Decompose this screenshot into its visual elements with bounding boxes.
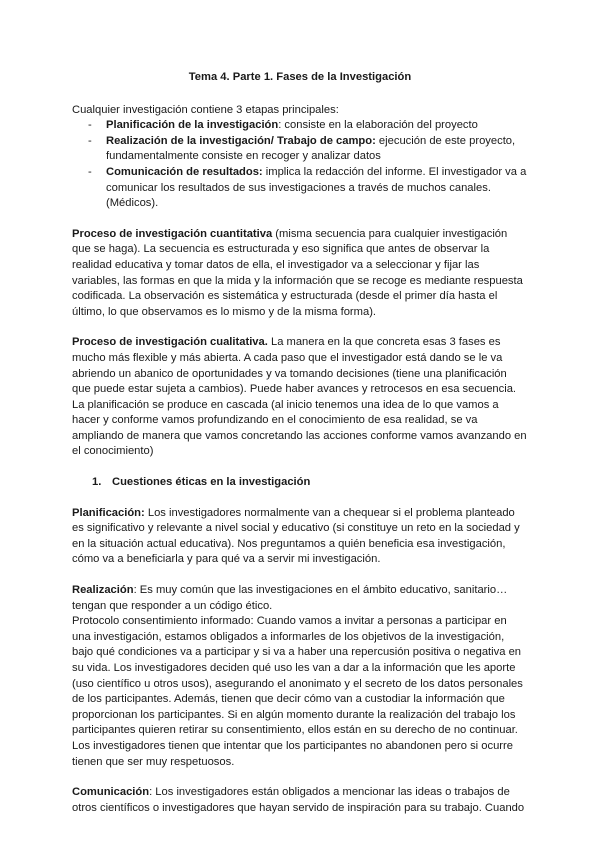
stage-text: : consiste en la elaboración del proyecto xyxy=(278,119,478,132)
stage-text: ejecución de este proyecto, fundamentalmente consiste en recoger y analizar datos xyxy=(106,134,516,163)
realization-label: Realización xyxy=(72,584,134,597)
qualitative-label: Proceso de investigación cualitativa. xyxy=(72,336,268,349)
stage-label: Planificación de la investigación xyxy=(106,119,279,132)
quantitative-label: Proceso de investigación cuantitativa xyxy=(72,227,273,240)
section-heading xyxy=(72,475,528,491)
list-item xyxy=(88,118,528,134)
communication-text: : Los investigadores están obligados a mencionar las ideas o trabajos de otros científicos o investigadores que hayan servido de inspiración para su trabajo. Cuando xyxy=(72,786,525,814)
planning-paragraph xyxy=(72,506,528,568)
communication-label: Comunicación xyxy=(72,786,150,799)
section-number: 1. xyxy=(92,476,102,489)
quantitative-text: (misma secuencia para cualquier investigación que se haga). La secuencia es estructurada y eso significa que antes de observar la realidad educativa y tomar datos de ella, el investigador va a seleccionar y fijar las variables, las formas en que la mida y la información que se recoge es mediante respuesta codificada. La observación es sistemática y estructurada (desde el primer día hasta el último, lo que observamos es lo mismo y de la misma forma). xyxy=(72,227,523,318)
stage-label: Realización de la investigación/ Trabajo de campo: xyxy=(106,134,376,147)
planning-text: Los investigadores normalmente van a chequear si el problema planteado es significativo y relevante a nivel social y educativo (si constituye un reto en la sociedad y en la situación actual educativa). Nos preguntamos a quién beneficia esa investigación, cómo va a beneficiarla y para qué va a servir mi investigación. xyxy=(72,506,520,566)
list-item xyxy=(88,165,528,212)
page-title: Tema 4. Parte 1. Fases de la Investigación xyxy=(188,71,412,83)
section-title: Cuestiones éticas en la investigación xyxy=(112,476,311,489)
communication-paragraph xyxy=(72,785,528,816)
qualitative-text: La manera en la que concreta esas 3 fases es mucho más flexible y más abierta. A cada paso que el investigador está dando se le va abriendo un abanico de oportunidades y va tomando decisiones (tiene una planificación que puede estar sujeta a cambios). Puede haber avances y retrocesos en esa secuencia. La planificación se produce en cascada (al inicio tenemos una idea de lo que vamos a hacer y conforme vamos profundizando en el conocimiento de esa realidad, se va ampliando de manera que vamos concretando las acciones conforme vamos avanzando en el conocimiento) xyxy=(72,336,527,458)
intro-text: Cualquier investigación contiene 3 etapas principales: xyxy=(72,103,339,116)
quantitative-paragraph xyxy=(72,227,528,321)
qualitative-paragraph xyxy=(72,335,528,460)
realization-text: : Es muy común que las investigaciones en el ámbito educativo, sanitario…tengan que responder a un código ético. xyxy=(72,584,508,612)
consent-paragraph: Protocolo consentimiento informado: Cuando vamos a invitar a personas a participar en una investigación, estamos obligados a informarles de los objetivos de la investigación, bajo qué condiciones va a participar y si va a haber una repercusión positiva o negativa en su vida. Los investigadores deciden qué uso les van a dar a la información que les aporte (uso científico u otros usos), asegurando el anonimato y el secreto de los datos personales de los participantes. Además, tienen que decir cómo van a custodiar la información que proporcionan los participantes. Si en algún momento durante la realización del trabajo los participantes quieren retirar su consentimiento, ellos están en su derecho de no continuar. Los investigadores tienen que intentar que los participantes no abandonen pero si ocurre tienen que ser muy respetuosos. xyxy=(72,615,523,768)
planning-label: Planificación: xyxy=(72,506,145,519)
stage-label: Comunicación de resultados: xyxy=(106,165,263,178)
stage-text: implica la redacción del informe. El investigador va a comunicar los resultados de sus investigaciones a través de muchos canales. (Médicos). xyxy=(106,165,527,210)
stages-list xyxy=(72,118,528,212)
realization-paragraph xyxy=(72,583,528,614)
list-item xyxy=(88,134,528,165)
